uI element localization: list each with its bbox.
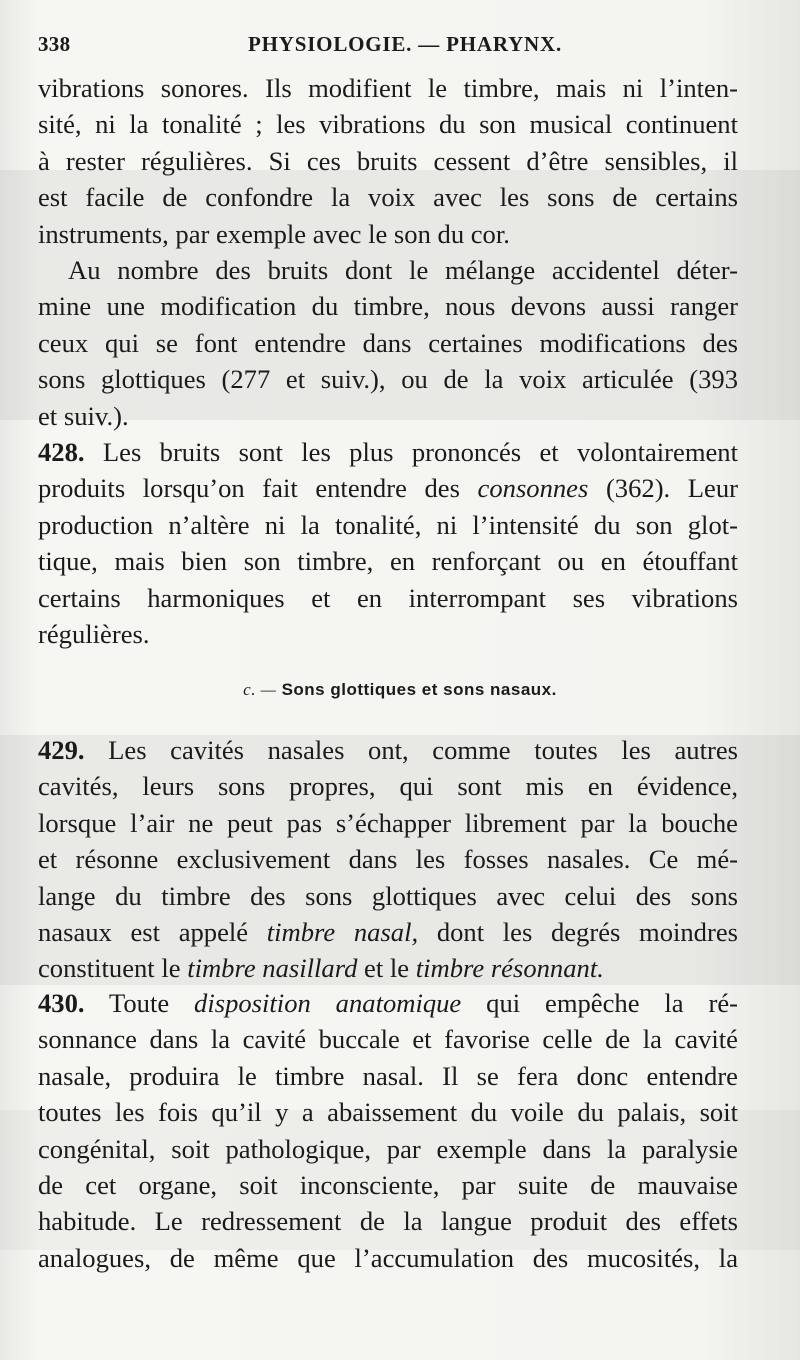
text-span: Toute <box>108 988 170 1018</box>
paragraph-428 <box>38 434 738 652</box>
text-line: et suiv.). <box>38 400 129 431</box>
text-span: produits lorsqu’on fait entendre des <box>38 473 460 504</box>
text-line: ceux qui se font entendre dans certaines modifications des <box>38 327 738 358</box>
text-line: et résonne exclusivement dans les fosses nasales. Ce mé- <box>38 844 738 875</box>
page-header <box>38 32 736 60</box>
paragraph-number: 428. <box>38 437 85 467</box>
paragraph-bruits <box>38 252 738 434</box>
text-line <box>38 950 738 986</box>
text-line <box>38 732 738 768</box>
text-line <box>38 985 738 1021</box>
text-line <box>38 434 738 470</box>
text-line: de cet organe, soit inconsciente, par suite de mauvaise <box>38 1169 738 1200</box>
text-line: congénital, soit pathologique, par exemple dans la paralysie <box>38 1133 738 1164</box>
text-line: toutes les fois qu’il y a abaissement du voile du palais, soit <box>38 1097 738 1128</box>
text-line: vibrations sonores. Ils modifient le timbre, mais ni l’inten- <box>38 73 738 103</box>
subheading-letter: c. — <box>243 680 277 699</box>
text-line: nasale, produira le timbre nasal. Il se fera donc entendre <box>38 1060 738 1091</box>
text-line: régulières. <box>38 618 150 649</box>
text-line: instruments, par exemple avec le son du cor. <box>38 218 510 249</box>
text-span: (362). Leur <box>605 473 739 504</box>
text-line: lorsque l’air ne peut pas s’échapper librement par la bouche <box>38 807 738 838</box>
text-line: à rester régulières. Si ces bruits cessent d’être sensibles, il <box>38 145 738 176</box>
text-span: dont les degrés moindres <box>436 916 738 947</box>
text-line: certains harmoniques et en interrompant ses vibrations <box>38 582 738 613</box>
paragraph-430 <box>38 985 738 1276</box>
text-line: mine une modification du timbre, nous devons aussi ranger <box>38 291 738 322</box>
text-span: Les bruits sont les plus prononcés et volontairement <box>102 437 738 467</box>
text-line: sons glottiques (277 et suiv.), ou de la voix articulée (393 <box>38 364 738 395</box>
text-line: cavités, leurs sons propres, qui sont mis en évidence, <box>38 771 738 802</box>
italic-term: timbre nasal, <box>266 916 419 947</box>
text-line: tique, mais bien son timbre, en renforçant ou en étouffant <box>38 546 738 577</box>
paragraph-429 <box>38 732 738 987</box>
italic-term: timbre nasillard <box>187 953 358 984</box>
text-span: nasaux est appelé <box>38 916 249 947</box>
text-line: lange du timbre des sons glottiques avec celui des sons <box>38 880 738 911</box>
page-number: 338 <box>38 32 71 56</box>
text-line <box>38 470 738 506</box>
italic-term: consonnes <box>477 473 589 504</box>
text-line: habitude. Le redressement de la langue produit des effets <box>38 1206 738 1237</box>
text-span: qui empêche la ré- <box>486 988 738 1018</box>
italic-term: timbre résonnant. <box>415 953 604 984</box>
text-line: sonnance dans la cavité buccale et favorise celle de la cavité <box>38 1024 738 1055</box>
italic-term: disposition anatomique <box>194 988 462 1018</box>
text-line <box>38 914 738 950</box>
text-line: production n’altère ni la tonalité, ni l’intensité du son glot- <box>38 509 738 540</box>
text-line: analogues, de même que l’accumulation des mucosités, la <box>38 1242 738 1273</box>
text-line: sité, ni la tonalité ; les vibrations du son musical continuent <box>38 109 738 140</box>
paragraph-number: 429. <box>38 735 85 765</box>
text-span: et le <box>364 953 410 984</box>
running-title: PHYSIOLOGIE. — PHARYNX. <box>248 32 563 56</box>
subheading-title: Sons glottiques et sons nasaux. <box>281 680 557 699</box>
paragraph-number: 430. <box>38 988 85 1018</box>
paragraph-continuation <box>38 70 738 252</box>
text-span: constituent le <box>38 953 181 984</box>
text-line: Au nombre des bruits dont le mélange accidentel déter- <box>68 255 738 285</box>
section-subheading <box>0 680 800 700</box>
text-line: est facile de confondre la voix avec les sons de certains <box>38 182 738 213</box>
text-span: Les cavités nasales ont, comme toutes les autres <box>108 735 738 765</box>
